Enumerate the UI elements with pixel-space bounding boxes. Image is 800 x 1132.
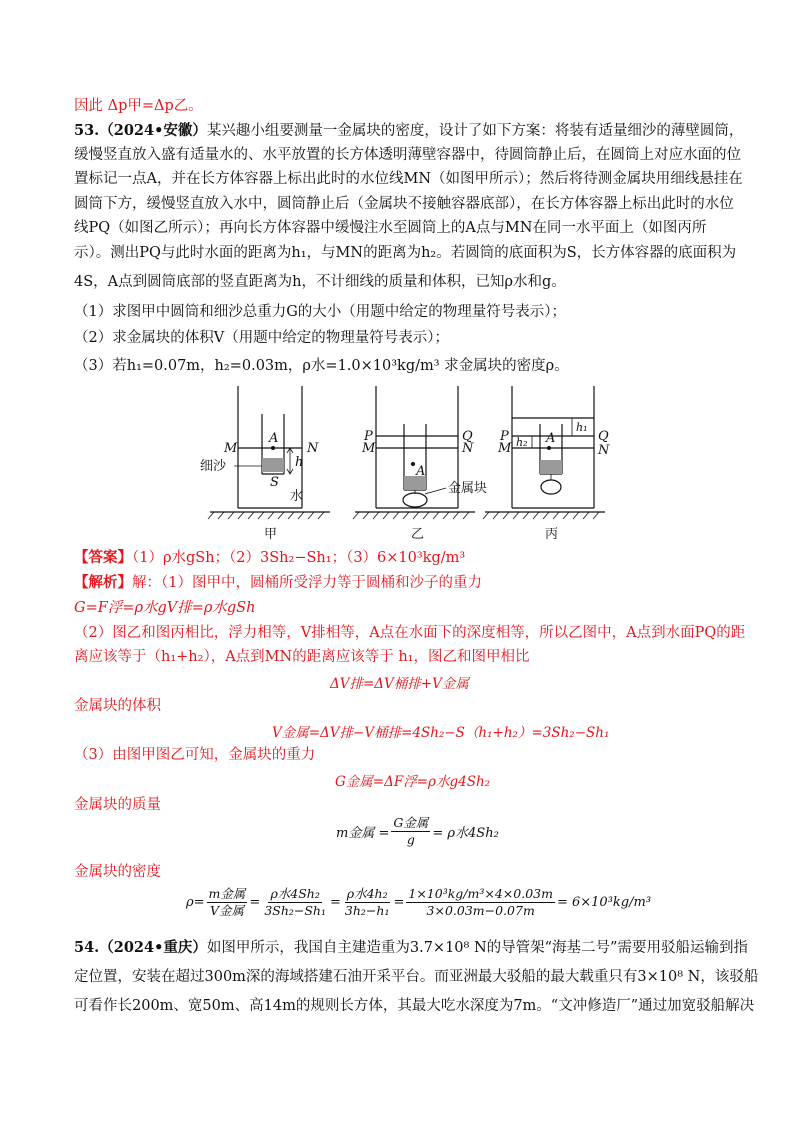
analysis-eq-5 — [186, 886, 651, 919]
fig-label-p2: P — [364, 429, 373, 444]
answer-text: （1）ρ水gSh；（2）3Sh₂−Sh₁；（3）6×10³kg/m³ — [132, 550, 466, 566]
analysis-eq-2: V金属=ΔV排−V桶排=4Sh₂−S（h₁+h₂）=3Sh₂−Sh₁ — [272, 725, 610, 741]
eq5-eq-2: = — [330, 895, 341, 910]
q53-sub-1: （1）求图甲中圆筒和细沙总重力G的大小（用题中给定的物理量符号表示）； — [74, 304, 567, 320]
q53-line-3: 置标记一点A，并在长方体容器上标出此时的水位线MN（如图甲所示）；然后将待测金属块用细线悬挂在 — [74, 171, 743, 187]
q53-number: 53. — [74, 122, 100, 139]
eq4-num: G金属 — [393, 815, 429, 830]
q53-source: （2024•安徽） — [99, 122, 207, 139]
analysis-line-7: 金属块的质量 — [74, 797, 161, 813]
eq4-fraction — [391, 815, 430, 848]
answer-line — [74, 548, 465, 568]
fig-label-h1: h₁ — [576, 421, 588, 434]
eq5-frac-3-num: ρ水4h₂ — [346, 886, 388, 901]
q53-sub-2: （2）求金属块的体积V（用题中给定的物理量符号表示）； — [74, 330, 449, 346]
eq4-den: g — [406, 832, 415, 847]
q54-line-3: 可看作长200m、宽50m、高14m的规则长方体，其最大吃水深度为7m。“文冲修造厂”通过加宽驳船解决 — [74, 998, 755, 1014]
eq5-frac-1 — [207, 886, 248, 919]
analysis-line-5: 金属块的体积 — [74, 698, 161, 714]
fig-label-a1: A — [269, 431, 279, 446]
eq5-eq-3: = — [393, 895, 405, 910]
q53-line-7: 4S，A点到圆筒底部的竖直距离为h，不计细线的质量和体积，已知ρ水和g。 — [74, 274, 566, 290]
fig-label-h2: h₂ — [516, 436, 528, 449]
q53-text-1: 某兴趣小组要测量一金属块的密度，设计了如下方案：将装有适量细沙的薄壁圆筒， — [206, 123, 744, 139]
q54-source: （2024•重庆） — [99, 939, 207, 956]
fig-label-n1: N — [307, 441, 319, 456]
eq5-frac-2 — [262, 886, 328, 919]
eq5-frac-3 — [343, 886, 392, 919]
fig-caption-yi: 乙 — [411, 527, 425, 542]
eq5-frac-1-num: m金属 — [208, 886, 246, 901]
eq5-frac-4-num: 1×10³kg/m³×4×0.03m — [408, 886, 553, 901]
answer-tag: 【答案】 — [74, 549, 132, 566]
q53-line-2: 缓慢竖直放入盛有适量水的、水平放置的长方体透明薄壁容器中，待圆筒静止后，在圆筒上对应水面的位 — [74, 147, 741, 163]
analysis-line-2: G=F浮=ρ水gV排=ρ水gSh — [74, 600, 256, 616]
fig-label-m3: M — [498, 441, 512, 456]
analysis-line-1 — [74, 573, 482, 593]
fig-label-n3: N — [598, 443, 610, 458]
fig-label-a2: A — [416, 464, 426, 479]
analysis-line-6: （3）由图甲图乙可知，金属块的重力 — [74, 747, 316, 763]
q53-line-4: 圆筒下方，缓慢竖直放入水中，圆筒静止后（金属块不接触容器底部），在长方体容器上标出此时的水位 — [74, 196, 734, 212]
fig-label-sand: 细沙 — [200, 459, 227, 474]
previous-conclusion: 因此 Δp甲=Δp乙。 — [74, 98, 203, 114]
q53-figure — [180, 384, 620, 544]
eq5-eq-1: = — [249, 895, 261, 910]
eq5-frac-1-den: V金属 — [209, 903, 244, 918]
fig-caption-bing: 丙 — [545, 527, 559, 542]
fig-caption-jia: 甲 — [264, 527, 278, 542]
fig-label-q2: Q — [462, 429, 473, 444]
fig-label-water: 水 — [290, 489, 304, 504]
fig-label-a3: A — [546, 431, 556, 446]
q53-line-1 — [74, 121, 743, 141]
analysis-line-3: （2）图乙和图丙相比，浮力相等，V排相等，A点在水面下的深度相等，所以乙图中，A点到水面PQ的距 — [74, 625, 746, 641]
analysis-eq-3: G金属=ΔF浮=ρ水g4Sh₂ — [335, 774, 491, 790]
analysis-eq-4 — [336, 815, 499, 848]
eq5-frac-2-num: ρ水4Sh₂ — [270, 886, 320, 901]
q53-sub-3: （3）若h₁=0.07m，h₂=0.03m，ρ水=1.0×10³kg/m³ 求金属块的密度ρ。 — [74, 358, 569, 374]
q53-line-6: 示）。测出PQ与此时水面的距离为h₁，与MN的距离为h₂。若圆筒的底面积为S，长方体容器的底面积为 — [74, 245, 737, 261]
eq4-rhs: = ρ水4Sh₂ — [432, 826, 499, 841]
eq5-rhs: = 6×10³kg/m³ — [556, 895, 652, 910]
fig-label-n2: N — [462, 441, 474, 456]
analysis-eq-1: ΔV排=ΔV桶排+V金属 — [330, 676, 469, 692]
analysis-line-8: 金属块的密度 — [74, 864, 161, 880]
analysis-tag: 【解析】 — [74, 574, 132, 591]
q54-line-1 — [74, 938, 748, 958]
q54-number: 54. — [74, 939, 100, 956]
q53-line-5: 线PQ（如图乙所示）；再向长方体容器中缓慢注水至圆筒上的A点与MN在同一水平面上（如图丙所 — [74, 220, 707, 236]
eq5-frac-4-den: 3×0.03m−0.07m — [426, 903, 535, 918]
analysis-line-4: 离应该等于（h₁+h₂），A点到MN的距离应该等于 h₁，图乙和图甲相比 — [74, 649, 530, 665]
eq5-lhs: ρ= — [186, 895, 205, 910]
q54-text-1: 如图甲所示，我国自主建造重为3.7×10⁸ N的导管架“海基二号”需要用驳船运输到指 — [206, 940, 748, 956]
fig-label-p3: P — [500, 429, 509, 444]
analysis-text-1: 解：（1）图甲中，圆桶所受浮力等于圆桶和沙子的重力 — [132, 575, 482, 591]
q54-line-2: 定位置，安装在超过300m深的海域搭建石油开采平台。而亚洲最大驳船的最大载重只有3×10⁸ N，该驳船 — [74, 969, 759, 985]
fig-label-m1: M — [224, 441, 238, 456]
eq5-frac-2-den: 3Sh₂−Sh₁ — [264, 903, 326, 918]
fig-label-metal: 金属块 — [448, 481, 488, 496]
eq4-lhs: m金属 = — [336, 826, 390, 841]
fig-label-s: S — [270, 475, 279, 490]
fig-label-q3: Q — [598, 429, 609, 444]
eq5-frac-4 — [406, 886, 555, 919]
fig-label-m2: M — [362, 441, 376, 456]
fig-label-h: h — [295, 455, 304, 470]
eq5-frac-3-den: 3h₂−h₁ — [344, 903, 390, 918]
